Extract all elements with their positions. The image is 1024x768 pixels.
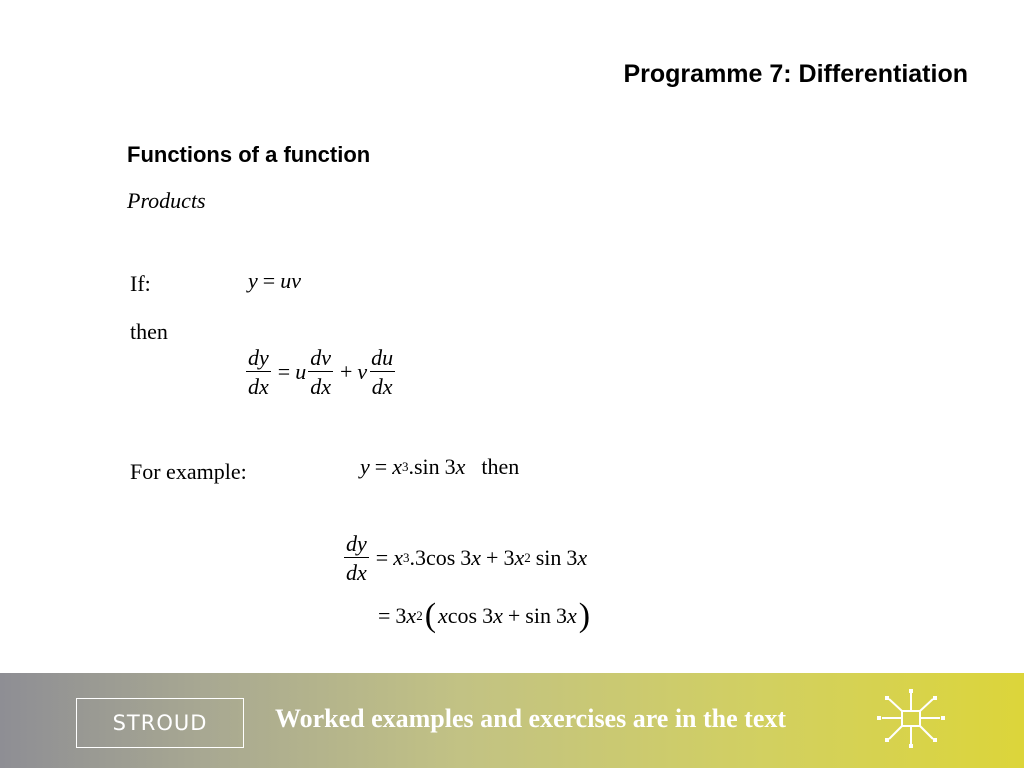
section-subtitle: Products <box>127 188 206 213</box>
stroud-brand-box: STROUD <box>76 698 244 748</box>
programme-title: Programme 7: Differentiation <box>623 60 968 88</box>
then-label: then <box>130 319 168 344</box>
footer-note: Worked examples and exercises are in the text <box>275 704 787 733</box>
example-derivative-line2: = 3 x 2 ( x cos 3 x + sin 3 x ) <box>378 597 591 634</box>
example-derivative-line1: $\frac{dy}{dx}$ = x 3 .3cos 3 x + 3 x 2 sin 3 x <box>346 531 588 586</box>
network-hub-icon <box>872 687 952 751</box>
if-label: If: <box>130 271 151 296</box>
example-then-label: then <box>481 454 520 479</box>
footer-bar <box>0 673 1024 768</box>
section-title: Functions of a function <box>127 142 371 167</box>
example-given-equation: y = x 3 .sin 3 x then <box>360 454 520 479</box>
rule-given-equation: y = uv <box>248 268 301 293</box>
product-rule-equation: $\frac{dy}{dx}$ = u $\frac{dv}{dx}$ + v $\frac{du}{dx}$ <box>248 345 394 400</box>
example-label: For example: <box>130 459 247 484</box>
